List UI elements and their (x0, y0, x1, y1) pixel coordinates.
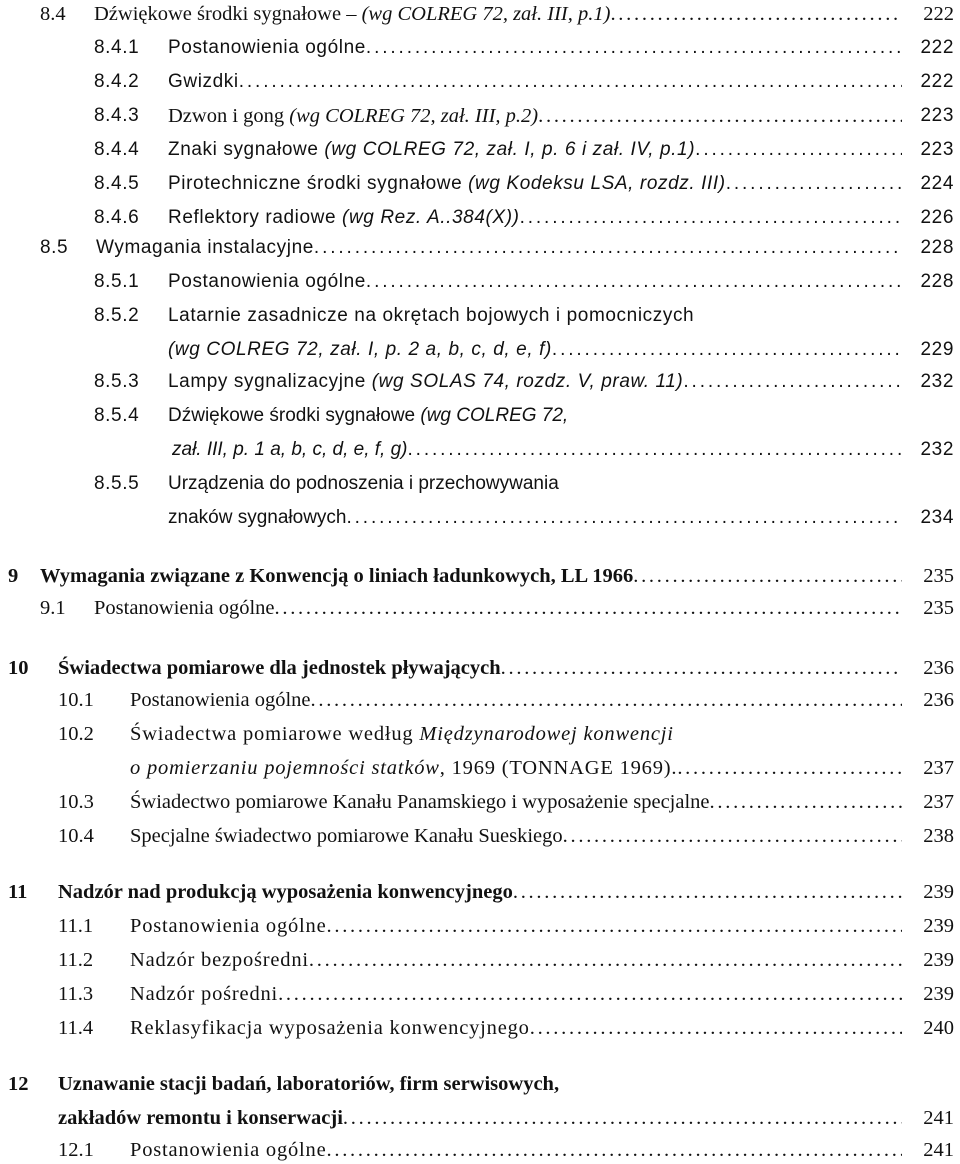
toc-entry (0, 368, 960, 396)
entry-number: 8.4.5 (94, 173, 140, 194)
toc-entry (0, 912, 960, 940)
entry-title: Postanowienia ogólne (130, 689, 311, 711)
toc-entry (0, 470, 960, 498)
entry-number: 8.5 (40, 237, 69, 258)
toc-entry (0, 1014, 960, 1042)
entry-title: Postanowienia ogólne (168, 37, 366, 58)
entry-page: 239 (923, 915, 954, 937)
entry-page: 238 (923, 825, 954, 847)
entry-page: 237 (923, 757, 954, 779)
entry-page: 223 (920, 105, 954, 126)
entry-title: Wymagania instalacyjne (96, 237, 314, 258)
chapter-number: 9 (8, 565, 19, 587)
entry-number: 10.3 (58, 791, 94, 813)
entry-title: Reflektory radiowe (wg Rez. A..384(X)) (168, 207, 520, 228)
entry-page: 234 (920, 507, 954, 528)
chapter-title: Uznawanie stacji badań, laboratoriów, firm serwisowych, (58, 1073, 560, 1095)
toc-entry (0, 34, 960, 62)
entry-title: Znaki sygnałowe (wg COLREG 72, zał. I, p. 6 i zał. IV, p.1) (168, 139, 696, 160)
entry-number: 8.5.1 (94, 271, 140, 292)
entry-number: 10.1 (58, 689, 94, 711)
toc-entry (0, 68, 960, 96)
entry-title: Postanowienia ogólne (130, 915, 327, 937)
entry-page: 239 (923, 949, 954, 971)
entry-page: 222 (923, 3, 954, 25)
entry-page: 222 (920, 37, 954, 58)
toc-entry-continuation (0, 436, 960, 464)
toc-entry-continuation (0, 336, 960, 364)
chapter-number: 12 (8, 1073, 29, 1095)
toc-entry (0, 822, 960, 850)
entry-page: 222 (920, 71, 954, 92)
toc-chapter-continuation (0, 1104, 960, 1132)
entry-number: 8.5.2 (94, 305, 140, 326)
entry-title: Specjalne świadectwo pomiarowe Kanału Sueskiego (130, 825, 563, 847)
toc-entry (0, 594, 960, 622)
chapter-title: zakładów remontu i konserwacji (58, 1107, 343, 1129)
entry-number: 8.4.2 (94, 71, 140, 92)
entry-number: 11.3 (58, 983, 94, 1005)
entry-number: 10.2 (58, 723, 94, 745)
entry-number: 10.4 (58, 825, 94, 847)
entry-number: 12.1 (58, 1139, 94, 1161)
entry-title: zał. III, p. 1 a, b, c, d, e, f, g) (172, 439, 408, 460)
entry-title: Postanowienia ogólne (168, 271, 366, 292)
entry-number: 11.4 (58, 1017, 94, 1039)
toc-entry (0, 170, 960, 198)
toc-entry (0, 102, 960, 130)
entry-page: 224 (920, 173, 954, 194)
entry-page: 239 (923, 983, 954, 1005)
toc-entry (0, 788, 960, 816)
entry-title: Dźwiękowe środki sygnałowe – (wg COLREG 72, zał. III, p.1) (94, 3, 611, 25)
toc-entry (0, 946, 960, 974)
entry-number: 8.4.3 (94, 105, 140, 126)
toc-entry (0, 204, 960, 232)
entry-page: 236 (923, 689, 954, 711)
chapter-title: Świadectwa pomiarowe dla jednostek pływających (58, 657, 501, 679)
toc-entry (0, 136, 960, 164)
entry-page: 223 (920, 139, 954, 160)
toc-entry (0, 0, 960, 28)
entry-title: Dzwon i gong (wg COLREG 72, zał. III, p.2) (168, 105, 539, 127)
toc-entry (0, 234, 960, 262)
entry-number: 9.1 (40, 597, 66, 619)
entry-title: o pomierzaniu pojemności statków, 1969 (TONNAGE 1969). (130, 757, 678, 779)
entry-page: 239 (923, 881, 954, 903)
chapter-number: 11 (8, 881, 28, 903)
toc-entry (0, 268, 960, 296)
toc-entry (0, 302, 960, 330)
toc-chapter (0, 654, 960, 682)
toc-entry-continuation (0, 504, 960, 532)
entry-page: 241 (923, 1139, 954, 1161)
chapter-number: 10 (8, 657, 29, 679)
entry-title: Postanowienia ogólne (94, 597, 275, 619)
entry-page: 228 (920, 271, 954, 292)
entry-page: 235 (923, 565, 954, 587)
entry-number: 8.5.5 (94, 473, 140, 494)
entry-title: Nadzór pośredni (130, 983, 279, 1005)
toc-entry (0, 402, 960, 430)
entry-page: 228 (920, 237, 954, 258)
entry-title: Reklasyfikacja wyposażenia konwencyjnego (130, 1017, 530, 1039)
entry-title: Lampy sygnalizacyjne (wg SOLAS 74, rozdz. V, praw. 11) (168, 371, 684, 392)
entry-title: Latarnie zasadnicze na okrętach bojowych i pomocniczych (168, 305, 695, 326)
toc-entry (0, 1136, 960, 1164)
entry-page: 226 (920, 207, 954, 228)
entry-page: 235 (923, 597, 954, 619)
entry-page: 236 (923, 657, 954, 679)
entry-number: 8.4.6 (94, 207, 140, 228)
toc-entry-continuation (0, 754, 960, 782)
entry-number: 8.4.4 (94, 139, 140, 160)
entry-number: 8.4.1 (94, 37, 140, 58)
toc-entry (0, 980, 960, 1008)
toc-chapter (0, 562, 960, 590)
chapter-title: Nadzór nad produkcją wyposażenia konwencyjnego (58, 881, 513, 903)
entry-title: Gwizdki (168, 71, 239, 92)
entry-page: 229 (920, 339, 954, 360)
chapter-title: Wymagania związane z Konwencją o liniach ładunkowych, LL 1966 (40, 565, 634, 587)
entry-page: 241 (923, 1107, 954, 1129)
entry-page: 237 (923, 791, 954, 813)
entry-title: Postanowienia ogólne (130, 1139, 327, 1161)
entry-title: Świadectwa pomiarowe według Międzynarodowej konwencji (130, 723, 674, 745)
entry-title: Urządzenia do podnoszenia i przechowywania (168, 473, 559, 494)
toc-entry (0, 720, 960, 748)
entry-title: (wg COLREG 72, zał. I, p. 2 a, b, c, d, e, f) (168, 339, 552, 360)
toc-entry (0, 686, 960, 714)
entry-title: Dźwiękowe środki sygnałowe (wg COLREG 72, (168, 405, 569, 426)
entry-page: 232 (920, 439, 954, 460)
toc-chapter (0, 1070, 960, 1098)
entry-title: Pirotechniczne środki sygnałowe (wg Kodeksu LSA, rozdz. III) (168, 173, 726, 194)
entry-number: 8.5.3 (94, 371, 140, 392)
entry-title: Nadzór bezpośredni (130, 949, 309, 971)
entry-page: 240 (923, 1017, 954, 1039)
entry-number: 11.1 (58, 915, 94, 937)
entry-title: znaków sygnałowych (168, 507, 347, 528)
entry-number: 11.2 (58, 949, 94, 971)
toc-chapter (0, 878, 960, 906)
entry-number: 8.4 (40, 3, 66, 25)
entry-page: 232 (920, 371, 954, 392)
entry-title: Świadectwo pomiarowe Kanału Panamskiego i wyposażenie specjalne (130, 791, 710, 813)
entry-number: 8.5.4 (94, 405, 140, 426)
